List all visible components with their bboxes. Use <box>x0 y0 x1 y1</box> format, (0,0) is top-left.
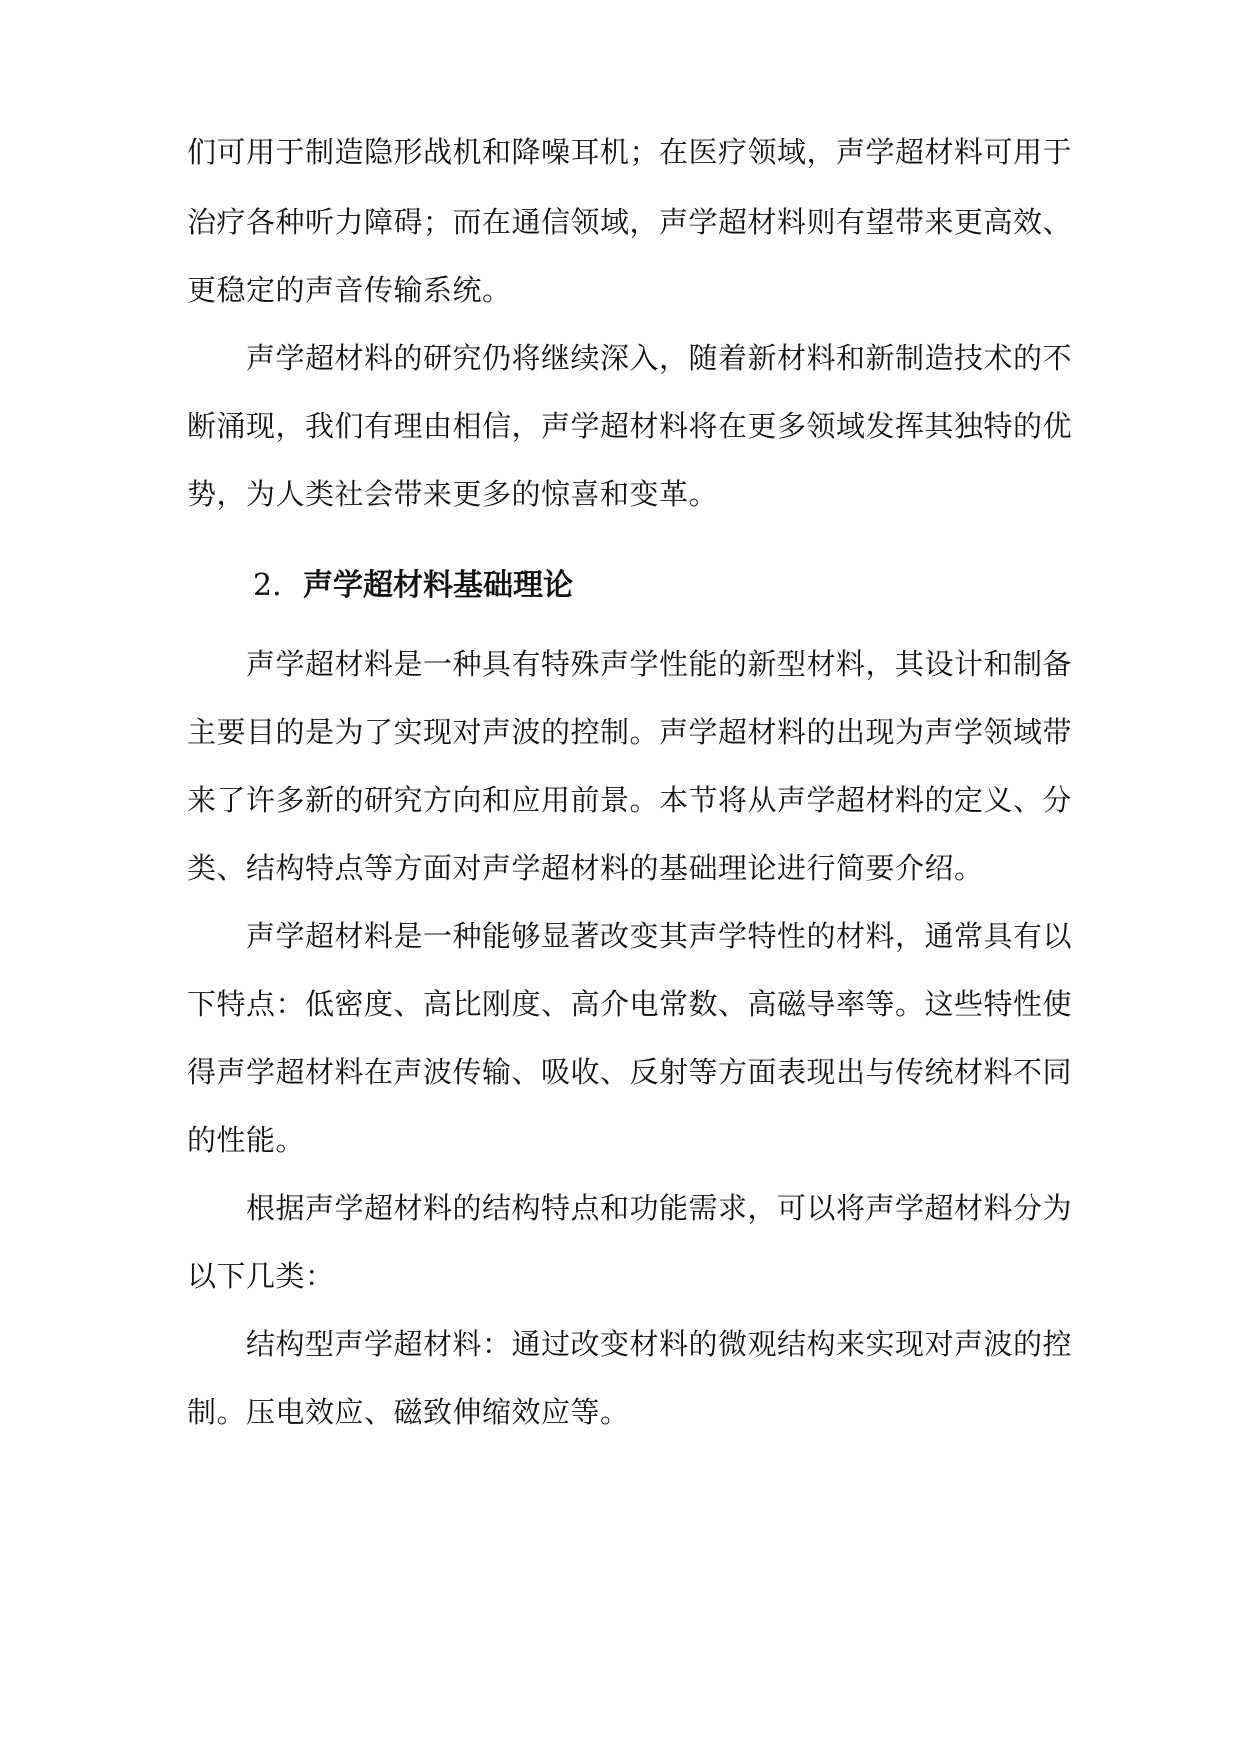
paragraph-line: 声学超材料的研究仍将继续深入，随着新材料和新制造技术的不 <box>246 341 1073 375</box>
paragraph-line: 以下几类： <box>187 1259 335 1293</box>
paragraph-line: 治疗各种听力障碍；而在通信领域，声学超材料则有望带来更高效、 <box>187 205 1073 239</box>
paragraph-line: 更稳定的声音传输系统。 <box>187 273 512 307</box>
section-number: 2. <box>253 568 282 603</box>
paragraph-line: 们可用于制造隐形战机和降噪耳机；在医疗领域，声学超材料可用于 <box>187 135 1073 169</box>
paragraph-line: 类、结构特点等方面对声学超材料的基础理论进行简要介绍。 <box>187 851 984 885</box>
paragraph-line: 断涌现，我们有理由相信，声学超材料将在更多领域发挥其独特的优 <box>187 409 1073 443</box>
paragraph-line: 主要目的是为了实现对声波的控制。声学超材料的出现为声学领域带 <box>187 715 1073 749</box>
paragraph-line: 势，为人类社会带来更多的惊喜和变革。 <box>187 477 719 511</box>
paragraph-line: 制。压电效应、磁致伸缩效应等。 <box>187 1395 630 1429</box>
paragraph-line: 根据声学超材料的结构特点和功能需求，可以将声学超材料分为 <box>246 1191 1073 1225</box>
paragraph-line: 结构型声学超材料：通过改变材料的微观结构来实现对声波的控 <box>246 1327 1073 1361</box>
paragraph-line: 来了许多新的研究方向和应用前景。本节将从声学超材料的定义、分 <box>187 783 1073 817</box>
paragraph-line: 的性能。 <box>187 1123 306 1157</box>
section-title: 声学超材料基础理论 <box>303 568 573 603</box>
section-heading <box>0 563 1241 609</box>
paragraph-line: 声学超材料是一种能够显著改变其声学特性的材料，通常具有以 <box>246 919 1073 953</box>
paragraph-line: 得声学超材料在声波传输、吸收、反射等方面表现出与传统材料不同 <box>187 1055 1073 1089</box>
paragraph-line: 下特点：低密度、高比刚度、高介电常数、高磁导率等。这些特性使 <box>187 987 1073 1021</box>
paragraph-line: 声学超材料是一种具有特殊声学性能的新型材料，其设计和制备 <box>246 647 1073 681</box>
